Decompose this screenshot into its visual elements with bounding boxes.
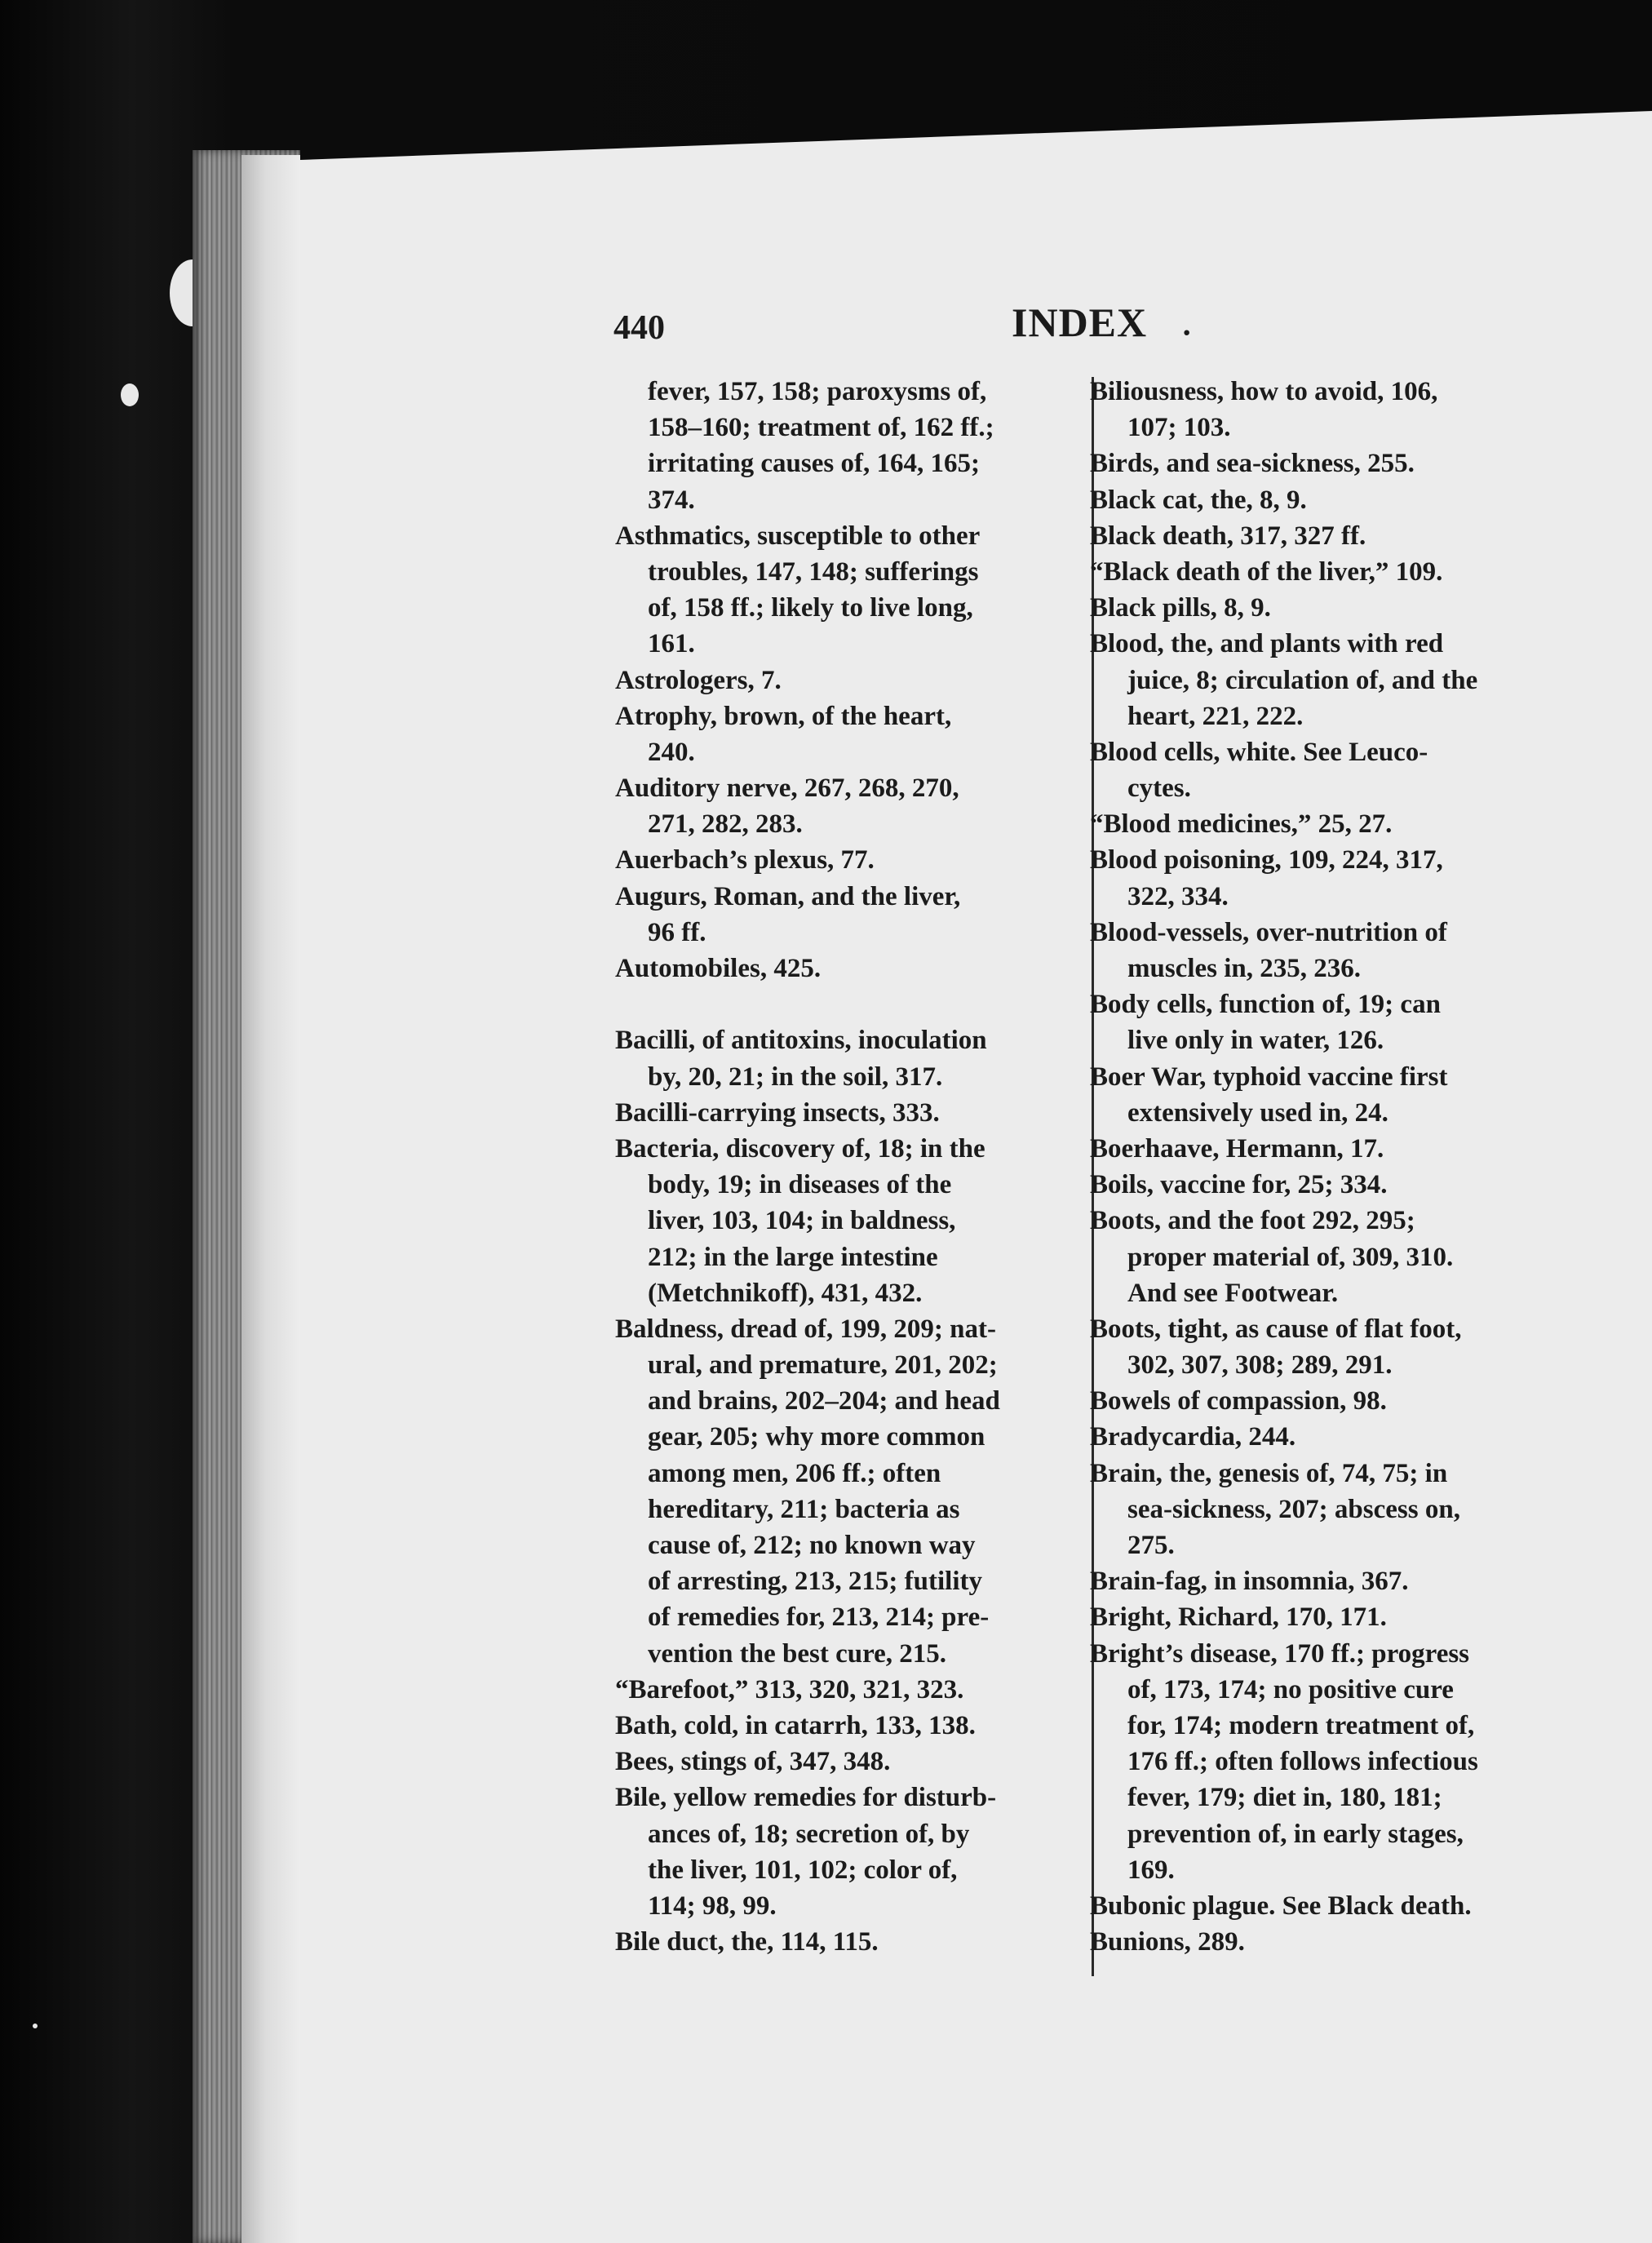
index-entry-continuation-line: 176 ff.; often follows infectious	[1127, 1747, 1478, 1777]
index-entry-heading-line: fever, 157, 158; paroxysms of,	[648, 377, 987, 406]
index-entry	[1090, 842, 1596, 914]
index-entry-heading-line: Boots, and the foot 292, 295;	[1090, 1206, 1415, 1236]
index-entry	[1090, 1167, 1596, 1203]
index-entry	[1090, 1888, 1596, 1924]
index-entry-heading-line: Bunions, 289.	[1090, 1927, 1245, 1957]
index-entry	[615, 879, 1092, 951]
index-entry-continuation-line: 212; in the large intestine	[648, 1242, 938, 1272]
index-entry-continuation-line: gear, 205; why more common	[648, 1422, 985, 1452]
index-entry-heading-line: Birds, and sea-sickness, 255.	[1090, 449, 1415, 479]
index-entry	[1090, 1563, 1596, 1599]
index-entry-continuation-line: And see Footwear.	[1127, 1278, 1339, 1308]
index-entry-continuation-line: vention the best cure, 215.	[648, 1638, 947, 1669]
index-entry-heading-line: Auditory nerve, 267, 268, 270,	[615, 774, 959, 804]
index-entry-heading-line: “Black death of the liver,” 109.	[1090, 556, 1443, 587]
index-entry-heading-line: Bright’s disease, 170 ff.; progress	[1090, 1638, 1470, 1669]
index-entry-heading-line: Boots, tight, as cause of flat foot,	[1090, 1314, 1462, 1344]
index-entry-heading-line: Astrologers, 7.	[615, 665, 782, 695]
index-entry	[1090, 445, 1596, 481]
index-entry	[1090, 626, 1596, 734]
index-entry-continuation-line: 114; 98, 99.	[648, 1891, 777, 1921]
index-entry-heading-line: Brain, the, genesis of, 74, 75; in	[1090, 1458, 1448, 1488]
index-entry	[615, 1924, 1092, 1960]
index-entry-heading-line: Bacteria, discovery of, 18; in the	[615, 1133, 985, 1164]
index-entry	[1090, 734, 1596, 806]
index-entry	[1090, 1059, 1596, 1131]
index-entry	[1090, 1419, 1596, 1455]
index-entry-continuation-line: and brains, 202–204; and head	[648, 1386, 1000, 1416]
index-entry-continuation-line: ances of, 18; secretion of, by	[648, 1819, 970, 1849]
index-entry-continuation-line: cause of, 212; no known way	[648, 1531, 976, 1560]
index-entry-heading-line: Black death, 317, 327 ff.	[1090, 521, 1366, 551]
index-entry	[615, 842, 1092, 878]
index-entry	[1090, 374, 1596, 445]
index-entry	[1090, 1311, 1596, 1383]
index-entry-heading-line: “Barefoot,” 313, 320, 321, 323.	[615, 1674, 964, 1704]
index-entry	[1090, 1383, 1596, 1419]
index-entry-continuation-line: by, 20, 21; in the soil, 317.	[648, 1062, 943, 1092]
index-entry	[615, 1780, 1092, 1924]
index-column-left	[615, 374, 1092, 1960]
index-entry-heading-line: Black pills, 8, 9.	[1090, 593, 1271, 623]
index-entry-heading-line: Bowels of compassion, 98.	[1090, 1386, 1387, 1416]
index-entry	[1090, 590, 1596, 626]
index-entry-continuation-line: 240.	[648, 737, 695, 767]
edge-spot	[121, 383, 139, 406]
index-entry	[615, 770, 1092, 842]
index-entry-continuation-line: for, 174; modern treatment of,	[1127, 1710, 1475, 1740]
index-entry	[1090, 806, 1596, 842]
index-entry	[1090, 1599, 1596, 1635]
index-entry-heading-line: Boils, vaccine for, 25; 334.	[1090, 1170, 1388, 1200]
index-entry-heading-line: Body cells, function of, 19; can	[1090, 990, 1441, 1020]
index-entry-heading-line: Blood, the, and plants with red	[1090, 629, 1444, 659]
index-entry	[1090, 1924, 1596, 1960]
index-entry	[615, 663, 1092, 698]
edge-spot	[33, 2024, 38, 2028]
index-entry-continuation-line: (Metchnikoff), 431, 432.	[648, 1278, 923, 1308]
header-mark: ·	[1181, 314, 1193, 351]
index-entry-heading-line: “Blood medicines,” 25, 27.	[1090, 809, 1393, 840]
index-entry	[1090, 1203, 1596, 1311]
index-entry-continuation-line: live only in water, 126.	[1127, 1026, 1384, 1056]
index-entry-heading-line: Bile duct, the, 114, 115.	[615, 1927, 879, 1957]
index-entry	[1090, 482, 1596, 518]
index-entry-heading-line: Biliousness, how to avoid, 106,	[1090, 377, 1438, 406]
index-entry-continuation-line: of, 173, 174; no positive cure	[1127, 1674, 1454, 1704]
index-entry-continuation-line: juice, 8; circulation of, and the	[1127, 665, 1478, 695]
index-entry	[1090, 986, 1596, 1058]
index-entry	[1090, 554, 1596, 590]
index-entry-continuation-line: fever, 179; diet in, 180, 181;	[1127, 1783, 1442, 1813]
index-entry-continuation-line: 322, 334.	[1127, 881, 1229, 911]
index-entry	[615, 1095, 1092, 1131]
index-entry	[615, 374, 1092, 518]
index-entry-continuation-line: liver, 103, 104; in baldness,	[648, 1206, 956, 1236]
index-entry-heading-line: Atrophy, brown, of the heart,	[615, 701, 952, 731]
index-entry-heading-line: Bile, yellow remedies for disturb-	[615, 1783, 997, 1813]
index-entry-continuation-line: 107; 103.	[1127, 413, 1231, 443]
index-entry-continuation-line: extensively used in, 24.	[1127, 1097, 1388, 1128]
index-entry-heading-line: Bacilli, of antitoxins, inoculation	[615, 1026, 987, 1056]
index-entry	[615, 1311, 1092, 1672]
index-entry-heading-line: Asthmatics, susceptible to other	[615, 521, 981, 551]
index-entry	[615, 698, 1092, 770]
index-entry-continuation-line: prevention of, in early stages,	[1127, 1819, 1464, 1849]
index-entry-heading-line: Baldness, dread of, 199, 209; nat-	[615, 1314, 996, 1344]
index-entry-continuation-line: proper material of, 309, 310.	[1127, 1242, 1454, 1272]
index-entry	[615, 1131, 1092, 1311]
index-entry-heading-line: Brain-fag, in insomnia, 367.	[1090, 1567, 1409, 1597]
index-entry-heading-line: Boer War, typhoid vaccine first	[1090, 1062, 1448, 1092]
book-page-edges-highlight	[241, 155, 300, 2243]
page-number: 440	[613, 309, 665, 347]
index-column-right	[1090, 374, 1596, 1960]
index-entry	[615, 1744, 1092, 1780]
index-entry-continuation-line: 302, 307, 308; 289, 291.	[1127, 1350, 1393, 1381]
index-entry-continuation-line: 158–160; treatment of, 162 ff.;	[648, 413, 994, 443]
index-entry-continuation-line: 275.	[1127, 1531, 1175, 1560]
index-entry	[1090, 1456, 1596, 1564]
index-entry-continuation-line: 169.	[1127, 1855, 1175, 1885]
index-entry-continuation-line: hereditary, 211; bacteria as	[648, 1494, 960, 1524]
index-entry-continuation-line: 161.	[648, 629, 695, 659]
index-entry-continuation-line: muscles in, 235, 236.	[1127, 954, 1362, 983]
index-entry-continuation-line: ural, and premature, 201, 202;	[648, 1350, 998, 1381]
index-entry-heading-line: Blood poisoning, 109, 224, 317,	[1090, 845, 1443, 875]
index-entry-continuation-line: heart, 221, 222.	[1127, 701, 1304, 731]
index-entry	[615, 1708, 1092, 1744]
index-entry-continuation-line: the liver, 101, 102; color of,	[648, 1855, 958, 1885]
index-entry-continuation-line: 374.	[648, 485, 695, 515]
index-entry	[615, 518, 1092, 663]
index-entry-continuation-line: cytes.	[1127, 774, 1191, 804]
index-entry-heading-line: Black cat, the, 8, 9.	[1090, 485, 1307, 515]
index-entry	[1090, 518, 1596, 554]
index-entry-continuation-line: 96 ff.	[648, 917, 706, 947]
index-entry-heading-line: Bright, Richard, 170, 171.	[1090, 1602, 1387, 1633]
index-entry-heading-line: Boerhaave, Hermann, 17.	[1090, 1133, 1384, 1164]
letter-section-gap	[615, 986, 1092, 1022]
index-entry-continuation-line: 271, 282, 283.	[648, 809, 803, 840]
index-entry	[615, 951, 1092, 986]
index-entry-continuation-line: of, 158 ff.; likely to live long,	[648, 593, 973, 623]
index-entry-heading-line: Bacilli-carrying insects, 333.	[615, 1097, 940, 1128]
index-entry-heading-line: Augurs, Roman, and the liver,	[615, 881, 961, 911]
index-entry-heading-line: Automobiles, 425.	[615, 954, 822, 983]
page-title: INDEX	[1012, 299, 1148, 345]
index-entry-continuation-line: sea-sickness, 207; abscess on,	[1127, 1494, 1460, 1524]
index-entry-continuation-line: of arresting, 213, 215; futility	[648, 1567, 983, 1597]
index-entry-heading-line: Bath, cold, in catarrh, 133, 138.	[615, 1710, 976, 1740]
index-entry-continuation-line: irritating causes of, 164, 165;	[648, 449, 980, 479]
index-entry-heading-line: Bradycardia, 244.	[1090, 1422, 1296, 1452]
index-entry	[615, 1022, 1092, 1094]
index-entry	[1090, 915, 1596, 986]
index-entry-continuation-line: body, 19; in diseases of the	[648, 1170, 952, 1200]
index-entry-continuation-line: of remedies for, 213, 214; pre-	[648, 1602, 990, 1633]
index-entry-continuation-line: among men, 206 ff.; often	[648, 1458, 941, 1488]
index-entry-heading-line: Bees, stings of, 347, 348.	[615, 1747, 891, 1777]
index-entry-continuation-line: troubles, 147, 148; sufferings	[648, 556, 979, 587]
index-entry-heading-line: Blood cells, white. See Leuco-	[1090, 737, 1428, 767]
index-entry	[615, 1672, 1092, 1708]
index-entry-heading-line: Bubonic plague. See Black death.	[1090, 1891, 1472, 1921]
index-entry	[1090, 1131, 1596, 1167]
index-entry-heading-line: Blood-vessels, over-nutrition of	[1090, 917, 1447, 947]
index-entry-heading-line: Auerbach’s plexus, 77.	[615, 845, 875, 875]
index-entry	[1090, 1636, 1596, 1888]
